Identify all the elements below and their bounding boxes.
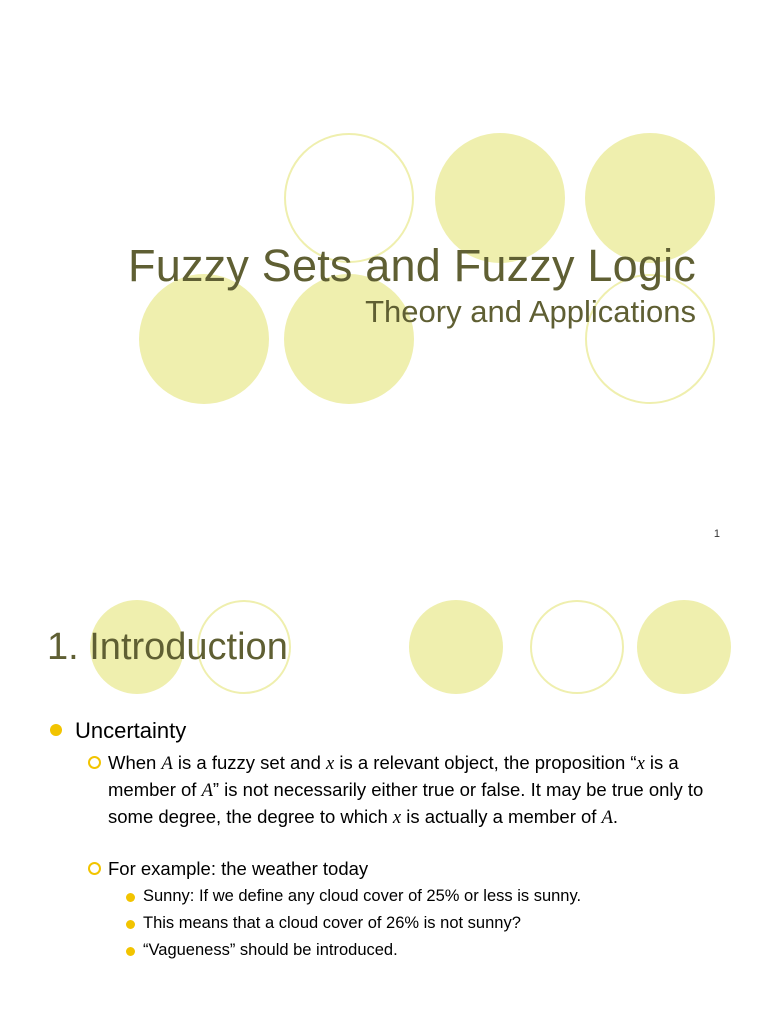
math-var: x (392, 808, 402, 828)
slide-title: 1. Introduction (47, 626, 288, 668)
slide-title: Fuzzy Sets and Fuzzy Logic (128, 240, 696, 291)
math-var: x (636, 754, 645, 774)
math-var: A (161, 754, 173, 774)
bullet-definition (108, 750, 733, 831)
bullet-cloud-cover: This means that a cloud cover of 26% is not sunny? (143, 914, 521, 932)
bullet-dot-icon (126, 947, 135, 956)
text-run: is a member of (108, 752, 679, 800)
text-run: is actually a member of (401, 806, 602, 827)
slide-subtitle: Theory and Applications (365, 294, 696, 329)
bullet-ring-icon (88, 862, 101, 875)
bullet-vagueness: “Vagueness” should be introduced. (143, 941, 398, 959)
math-var: x (326, 754, 335, 774)
math-var: A (601, 808, 613, 828)
text-run: When (108, 752, 162, 773)
bullet-uncertainty: Uncertainty (75, 718, 187, 743)
decor-ring-circle (530, 600, 624, 694)
text-run: is a relevant object, the proposition “ (334, 752, 637, 773)
bullet-dot-icon (50, 724, 62, 736)
math-var: A (201, 781, 213, 801)
bullet-ring-icon (88, 756, 101, 769)
content-slide (0, 562, 768, 1024)
bullet-example: For example: the weather today (108, 858, 369, 879)
text-run: is a fuzzy set and (172, 752, 326, 773)
bullet-sunny: Sunny: If we define any cloud cover of 25% or less is sunny. (143, 887, 582, 905)
decor-filled-circle (409, 600, 503, 694)
decor-filled-circle (637, 600, 731, 694)
bullet-dot-icon (126, 920, 135, 929)
page-number: 1 (713, 528, 720, 540)
bullet-dot-icon (126, 893, 135, 902)
text-run: ” is not necessarily either true or false. It may be true only to some degree, the degree to which (108, 779, 704, 827)
decor-filled-circle (139, 274, 269, 404)
text-run: . (612, 806, 619, 827)
